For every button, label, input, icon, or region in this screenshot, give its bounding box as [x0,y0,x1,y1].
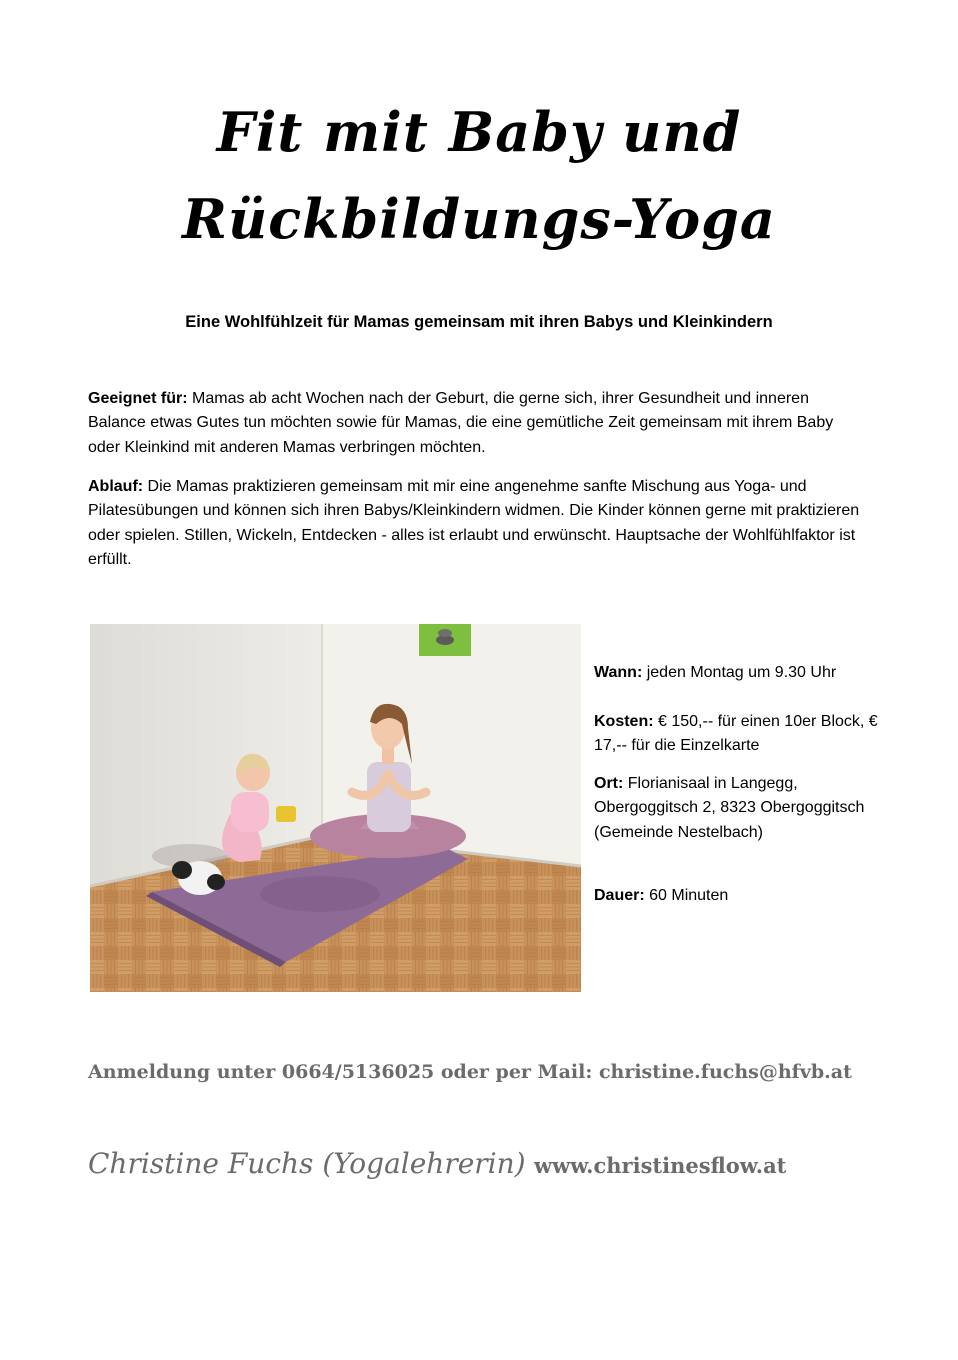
duration-text: 60 Minuten [644,887,729,904]
cost-text: € 150,-- für einen 10er Block, € 17,-- für die Einzelkarte [594,713,878,755]
place-label: Ort: [594,775,624,792]
title-line-2: Rückbildungs-Yoga [182,187,776,251]
signature-line [88,1147,786,1180]
subtitle: Eine Wohlfühlzeit für Mamas gemeinsam mit ihren Babys und Kleinkindern [185,313,773,331]
duration-info [594,884,884,908]
author-name: Christine Fuchs (Yogalehrerin) [88,1147,526,1180]
suitable-paragraph [88,387,866,460]
yoga-photo [90,624,581,992]
cost-info [594,710,884,759]
place-text: Florianisaal in Langegg, Obergoggitsch 2, 8323 Obergoggitsch (Gemeinde Nestelbach) [594,775,865,841]
cost-label: Kosten: [594,713,654,730]
registration-line: Anmeldung unter 0664/5136025 oder per Mail: christine.fuchs@hfvb.at [88,1061,852,1083]
place-info [594,772,884,845]
procedure-label: Ablauf: [88,478,144,495]
suitable-label: Geeignet für: [88,390,188,407]
website-link[interactable]: www.christinesflow.at [534,1153,787,1178]
procedure-text: Die Mamas praktizieren gemeinsam mit mir eine angenehme sanfte Mischung aus Yoga- und Pilatesübungen und können sich ihren Babys/Kleinkindern widmen. Die Kinder können gerne mit praktizieren oder spielen. Stillen, Wickeln, Entdecken - alles ist erlaubt und erwünscht. Hauptsache der Wohlfühlfaktor ist erfüllt. [88,478,860,568]
procedure-paragraph [88,475,866,572]
duration-label: Dauer: [594,887,645,904]
suitable-text: Mamas ab acht Wochen nach der Geburt, die gerne sich, ihrer Gesundheit und inneren Balance etwas Gutes tun möchten sowie für Mamas, die eine gemütliche Zeit gemeinsam mit ihrem Baby oder Kleinkind mit anderen Mamas verbringen möchten. [88,390,834,456]
when-info [594,661,884,685]
when-label: Wann: [594,664,643,681]
when-text: jeden Montag um 9.30 Uhr [642,664,837,681]
title-line-1: Fit mit Baby und [216,100,742,164]
